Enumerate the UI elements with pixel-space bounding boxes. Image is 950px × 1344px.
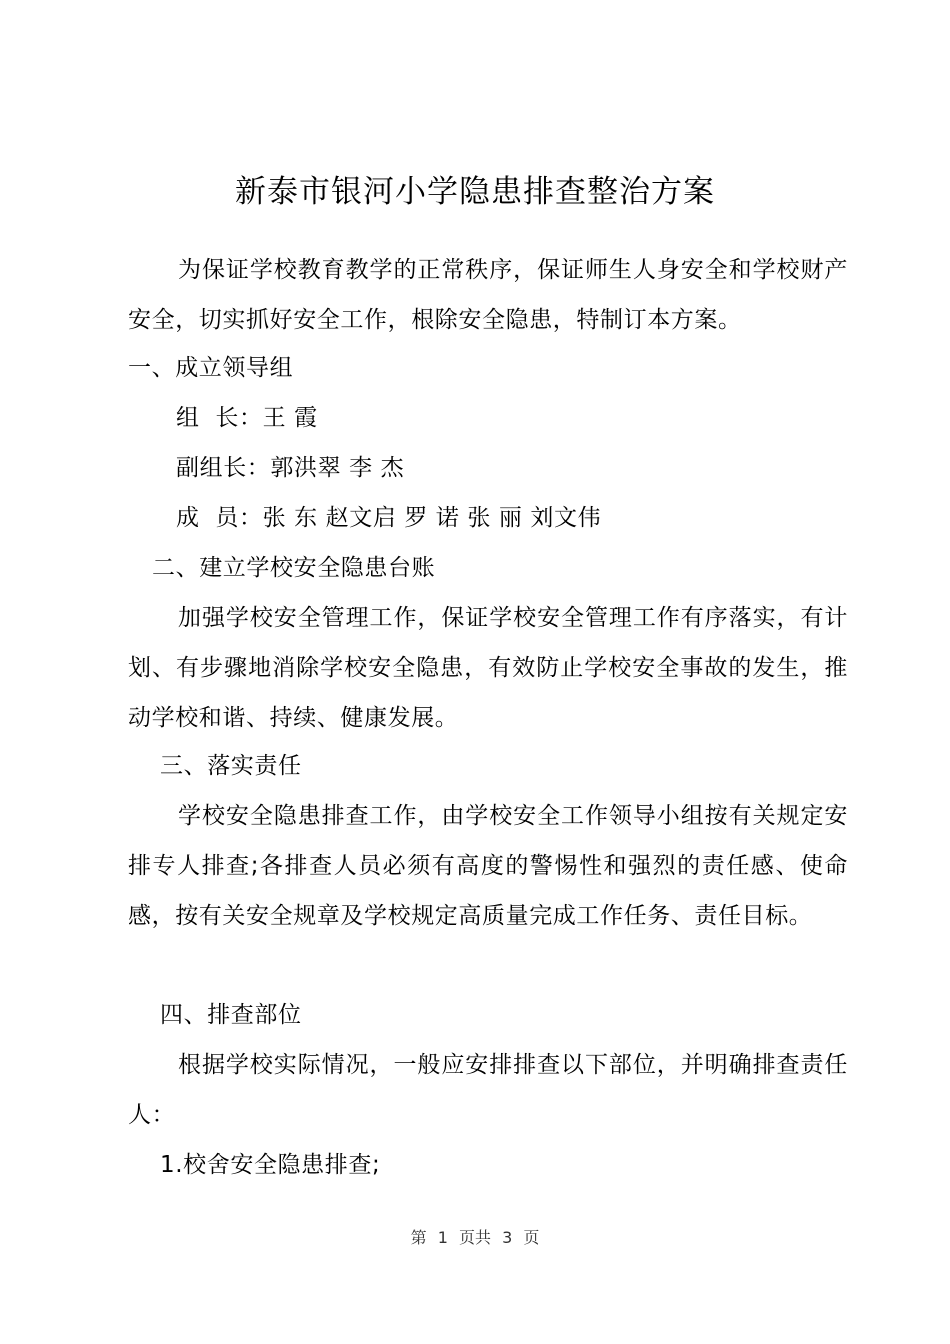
intro-paragraph: 为保证学校教育教学的正常秩序，保证师生人身安全和学校财产安全，切实抓好安全工作，根除安全隐患，特制订本方案。 — [128, 257, 848, 333]
vice-leader-line: 副组长：郭洪翠 李 杰 — [176, 455, 405, 481]
section2-paragraph: 加强学校安全管理工作，保证学校安全管理工作有序落实，有计划、有步骤地消除学校安全隐患，有效防止学校安全事故的发生，推动学校和谐、持续、健康发展。 — [128, 605, 848, 731]
section2-heading: 二、建立学校安全隐患台账 — [152, 555, 436, 581]
list-item-1: 1.校舍安全隐患排查; — [160, 1152, 381, 1178]
members-line: 成 员：张 东 赵文启 罗 诺 张 丽 刘文伟 — [176, 505, 602, 531]
document-title: 新泰市银河小学隐患排查整治方案 — [235, 174, 715, 210]
leader-line: 组 长：王 霞 — [176, 405, 318, 431]
section3-paragraph: 学校安全隐患排查工作，由学校安全工作领导小组按有关规定安排专人排查;各排查人员必须有高度的警惕性和强烈的责任感、使命感，按有关安全规章及学校规定高质量完成工作任务、责任目标。 — [128, 803, 848, 929]
section3-heading: 三、落实责任 — [160, 753, 302, 779]
section4-heading: 四、排查部位 — [160, 1002, 302, 1028]
section4-paragraph: 根据学校实际情况，一般应安排排查以下部位，并明确排查责任人： — [128, 1052, 848, 1128]
page-footer: 第 1 页共 3 页 — [410, 1228, 540, 1247]
section1-heading: 一、成立领导组 — [128, 355, 294, 381]
